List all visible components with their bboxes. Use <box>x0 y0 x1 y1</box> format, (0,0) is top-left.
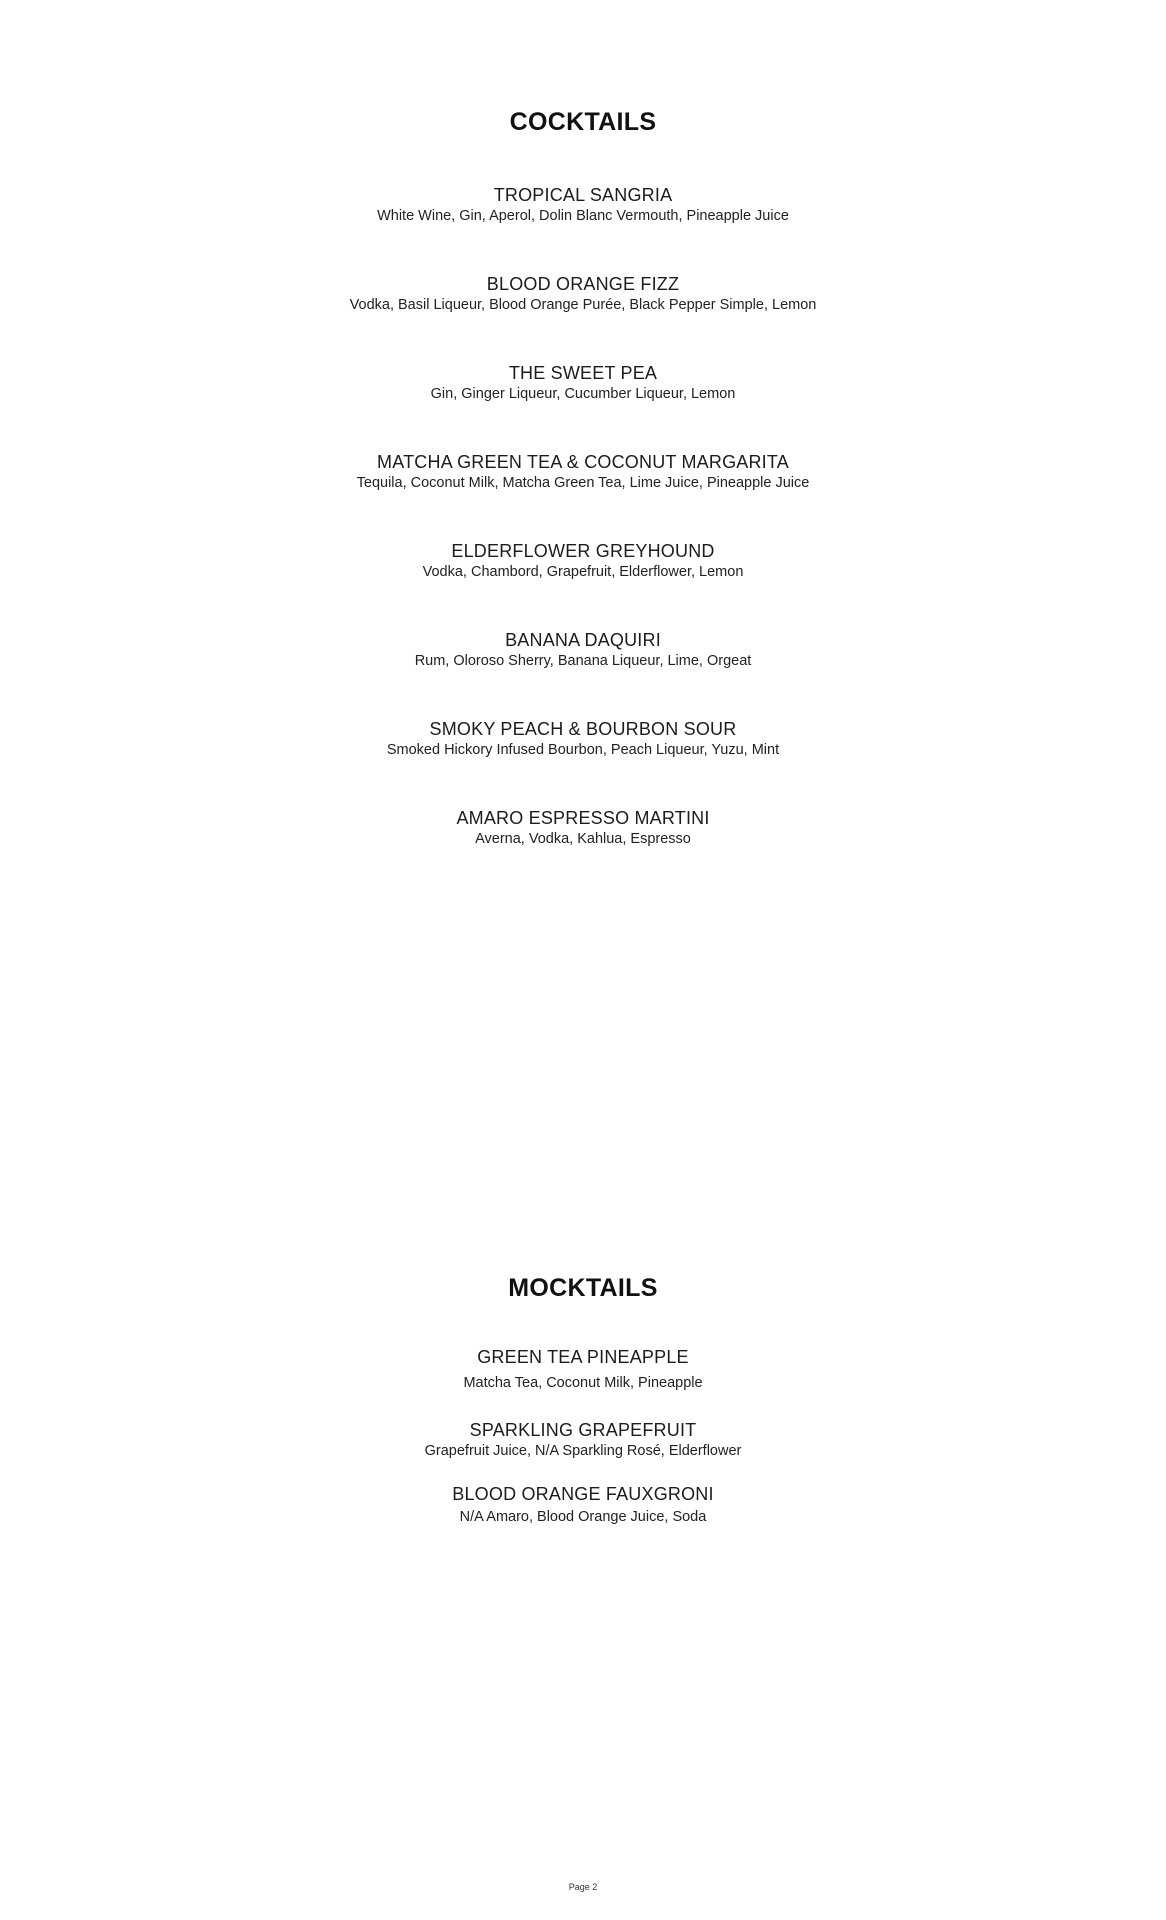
item-description: Vodka, Basil Liqueur, Blood Orange Purée, Black Pepper Simple, Lemon <box>349 297 817 313</box>
mocktails-heading: MOCKTAILS <box>508 1274 658 1302</box>
item-name: BLOOD ORANGE FIZZ <box>486 274 680 294</box>
item-name: THE SWEET PEA <box>508 363 658 383</box>
item-description: Averna, Vodka, Kahlua, Espresso <box>475 831 691 847</box>
menu-item <box>0 363 1166 402</box>
item-description: Gin, Ginger Liqueur, Cucumber Liqueur, Lemon <box>430 386 736 402</box>
item-name: BANANA DAQUIRI <box>505 630 661 650</box>
item-description: Smoked Hickory Infused Bourbon, Peach Liqueur, Yuzu, Mint <box>386 742 780 758</box>
item-name: MATCHA GREEN TEA & COCONUT MARGARITA <box>377 452 789 472</box>
menu-item <box>0 274 1166 313</box>
item-description: Rum, Oloroso Sherry, Banana Liqueur, Lime, Orgeat <box>414 653 752 669</box>
item-name: ELDERFLOWER GREYHOUND <box>451 541 715 561</box>
item-name: TROPICAL SANGRIA <box>493 185 673 205</box>
item-description: Vodka, Chambord, Grapefruit, Elderflower, Lemon <box>422 564 744 580</box>
item-name: SPARKLING GRAPEFRUIT <box>469 1420 697 1440</box>
item-description: Matcha Tea, Coconut Milk, Pineapple <box>463 1375 703 1391</box>
menu-item <box>0 808 1166 847</box>
item-name: SMOKY PEACH & BOURBON SOUR <box>429 719 737 739</box>
menu-item <box>0 541 1166 580</box>
menu-item <box>0 630 1166 669</box>
item-name: AMARO ESPRESSO MARTINI <box>456 808 710 828</box>
item-description: N/A Amaro, Blood Orange Juice, Soda <box>459 1509 707 1525</box>
menu-item <box>0 185 1166 224</box>
item-name: BLOOD ORANGE FAUXGRONI <box>452 1484 714 1504</box>
item-description: Grapefruit Juice, N/A Sparkling Rosé, Elderflower <box>424 1443 742 1459</box>
item-description: Tequila, Coconut Milk, Matcha Green Tea, Lime Juice, Pineapple Juice <box>356 475 810 491</box>
menu-item <box>0 1484 1166 1525</box>
menu-item <box>0 1420 1166 1459</box>
item-name: GREEN TEA PINEAPPLE <box>477 1347 689 1367</box>
page-number: Page 2 <box>568 1882 598 1892</box>
menu-item <box>0 1347 1166 1391</box>
menu-item <box>0 719 1166 758</box>
item-description: White Wine, Gin, Aperol, Dolin Blanc Vermouth, Pineapple Juice <box>377 208 789 224</box>
cocktails-heading: COCKTAILS <box>509 108 657 136</box>
menu-item <box>0 452 1166 491</box>
